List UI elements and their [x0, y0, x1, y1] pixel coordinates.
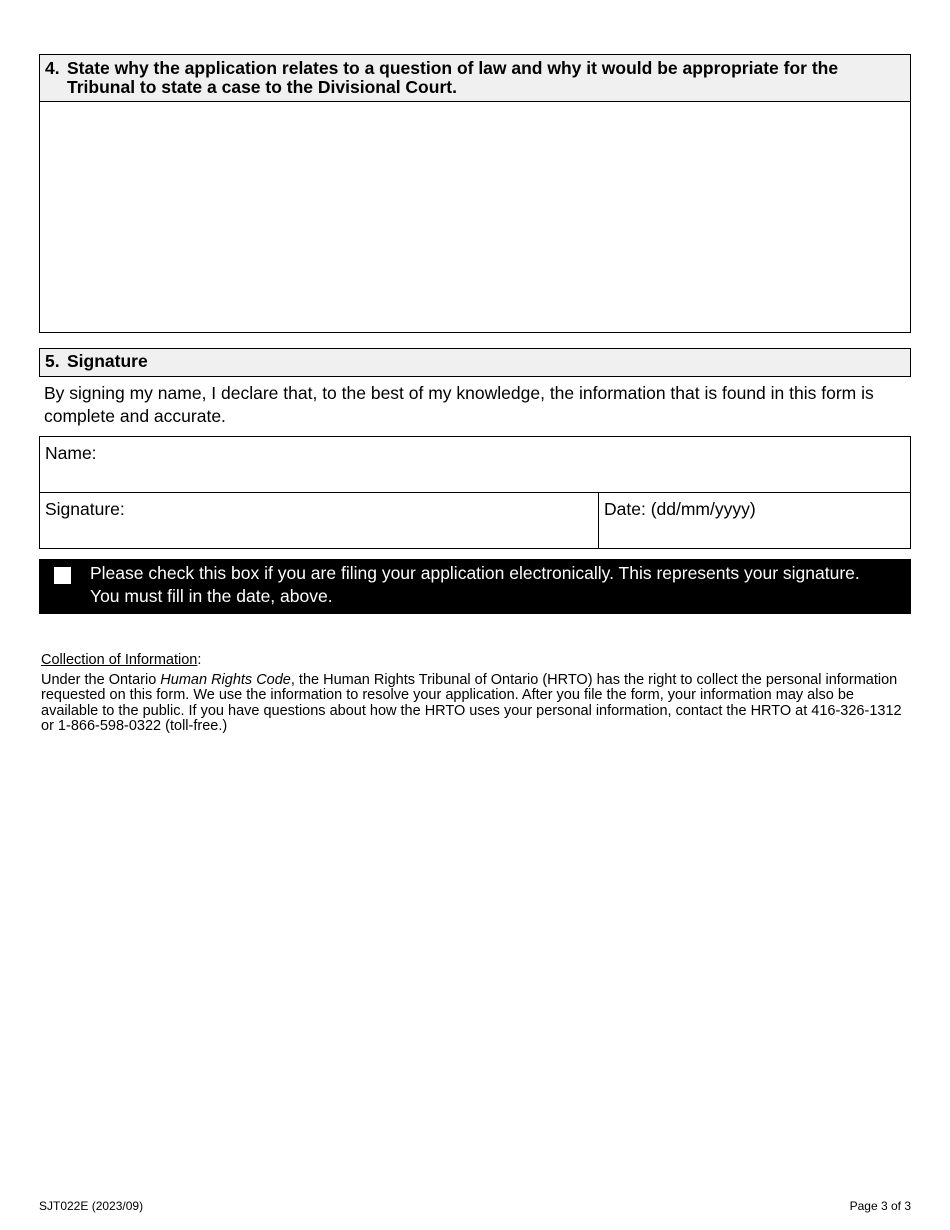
collection-body-rest: , the Human Rights Tribunal of Ontario (HRTO) has the right to collect the personal information requested on this form. We use the information to resolve your application. After you file the form, your information may also be available to the public. If you have questions about how the HRTO uses your personal information, contact the HRTO at 416-326-1312 or 1-866-598-0322 (toll-free.) — [41, 671, 902, 734]
collection-heading-text: Collection of Information — [41, 652, 198, 668]
section-4-number: 4. — [45, 58, 60, 78]
name-label: Name: — [45, 443, 97, 463]
electronic-filing-checkbox[interactable] — [54, 567, 71, 584]
name-field[interactable] — [40, 437, 911, 493]
collection-heading — [41, 653, 911, 669]
collection-body-prefix: Under the Ontario — [41, 671, 161, 688]
signature-label: Signature: — [45, 499, 125, 519]
section-5-box — [39, 348, 911, 377]
section-5-number: 5. — [45, 351, 60, 371]
signature-field[interactable] — [40, 493, 599, 549]
collection-body-code: Human Rights Code — [160, 671, 291, 688]
collection-body — [41, 673, 911, 735]
section-4-header — [40, 55, 910, 102]
section-4-answer-field[interactable] — [40, 102, 910, 331]
collection-of-information — [41, 653, 911, 735]
section-5-title: Signature — [67, 351, 148, 371]
page-number: Page 3 of 3 — [849, 1199, 911, 1213]
signature-declaration: By signing my name, I declare that, to the best of my knowledge, the information that is found in this form is complete and accurate. — [44, 383, 874, 426]
section-4-box — [39, 54, 911, 333]
date-field[interactable] — [599, 493, 911, 549]
signature-table — [39, 436, 911, 549]
electronic-filing-banner — [39, 559, 911, 614]
collection-heading-colon: : — [197, 652, 202, 668]
section-4-title: State why the application relates to a question of law and why it would be appropriate for the Tribunal to state a case to the Divisional Court. — [67, 58, 839, 97]
section-5-header — [40, 349, 910, 376]
form-code: SJT022E (2023/09) — [39, 1199, 144, 1213]
date-label: Date: (dd/mm/yyyy) — [604, 499, 756, 519]
electronic-filing-text: Please check this box if you are filing your application electronically. This represents your signature. You must fill in the date, above. — [90, 563, 860, 606]
